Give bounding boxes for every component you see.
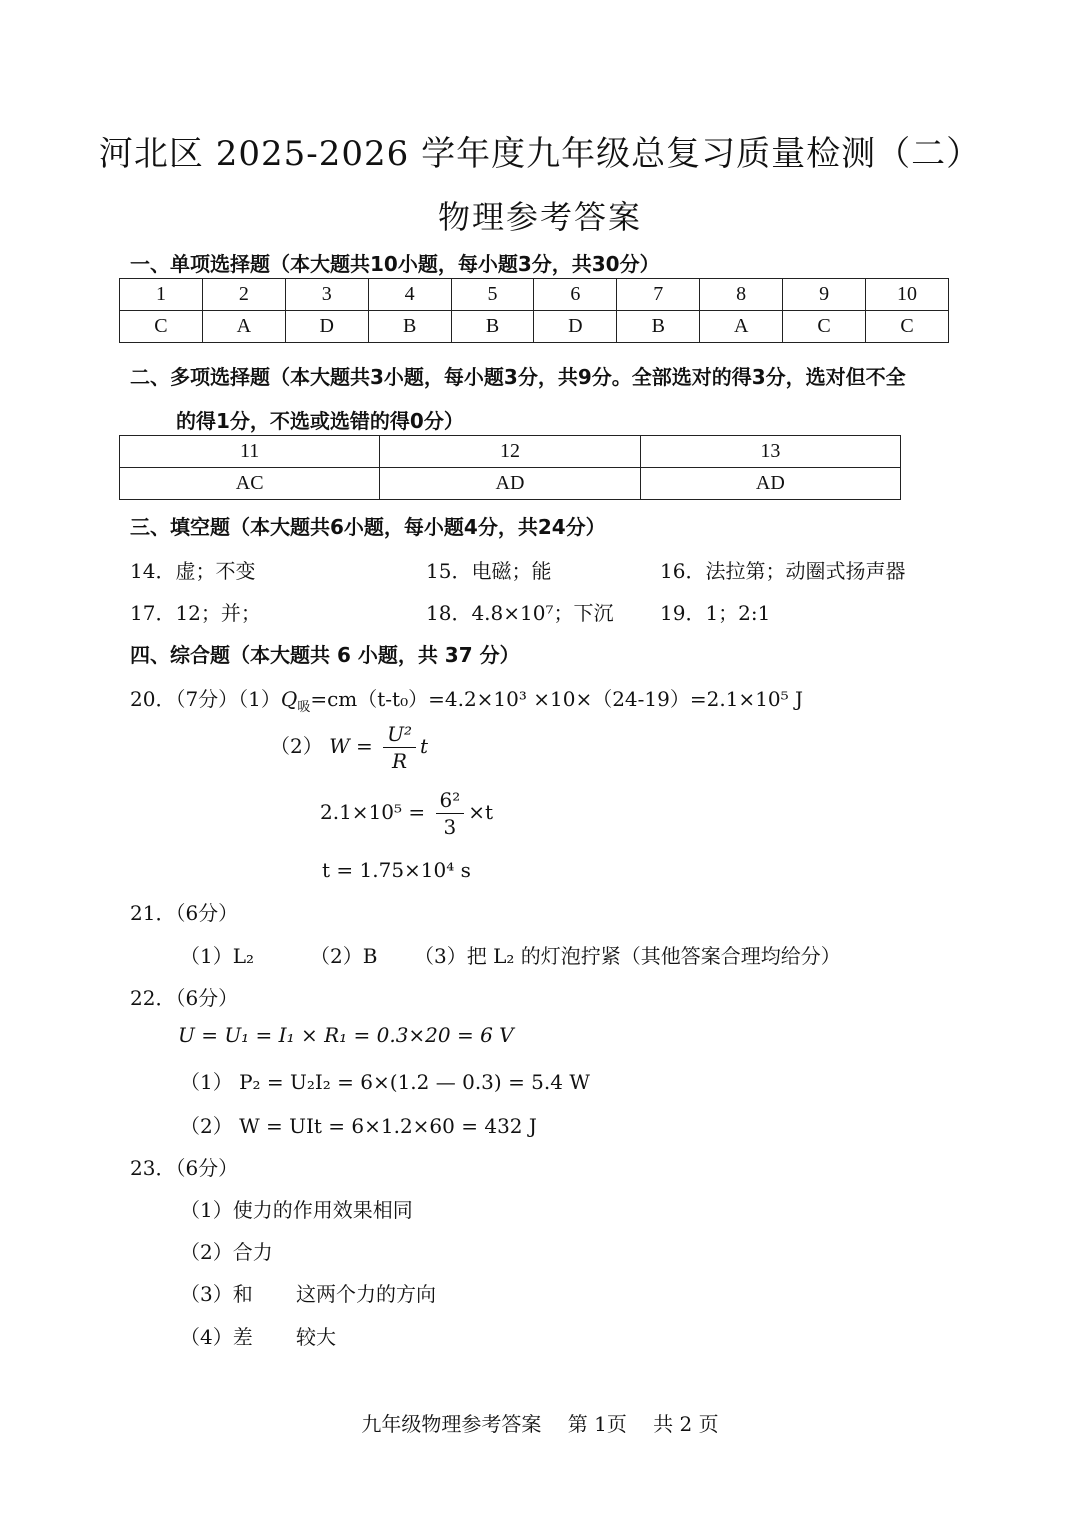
- time-symbol: t: [420, 734, 429, 758]
- fraction-numerator: 6²: [436, 788, 465, 814]
- answer-cell: A: [700, 311, 783, 343]
- q21-answer-1: （1）L₂: [180, 944, 255, 968]
- q23-answer-4a: （4）差: [180, 1325, 253, 1349]
- answer-cell: A: [202, 311, 285, 343]
- q20-heat-formula: =cm（t-t₀）=4.2×10³ ×10×（24-19）=2.1×10⁵ J: [310, 687, 804, 711]
- table-row: [120, 468, 901, 500]
- fill-answer-16: 16．法拉第；动圈式扬声器: [660, 559, 906, 583]
- power-fraction: [383, 722, 416, 773]
- answer-cell: D: [534, 311, 617, 343]
- q21-label: 21．（6分）: [130, 901, 239, 925]
- q22-label: 22．（6分）: [130, 986, 239, 1010]
- question-number: 6: [534, 279, 617, 311]
- answer-cell: D: [285, 311, 368, 343]
- question-number: 5: [451, 279, 534, 311]
- question-number: 13: [640, 436, 900, 468]
- page-subtitle: 物理参考答案: [437, 198, 642, 236]
- q20-label: 20．（7分）（1）: [130, 687, 281, 711]
- q22-work-line: （2） W = UIt = 6×1.2×60 = 432 J: [180, 1114, 537, 1138]
- question-number: 1: [120, 279, 203, 311]
- q20-line3: [320, 788, 493, 839]
- q23-answer-4b: 较大: [296, 1325, 336, 1349]
- question-number: 9: [783, 279, 866, 311]
- question-number: 8: [700, 279, 783, 311]
- question-number: 4: [368, 279, 451, 311]
- answer-cell: AC: [120, 468, 380, 500]
- q22-power-line: （1） P₂ = U₂I₂ = 6×(1.2 — 0.3) = 5.4 W: [180, 1070, 590, 1094]
- q20-part2-label: （2）: [270, 734, 323, 758]
- substitution-fraction: [436, 788, 465, 839]
- question-number: 2: [202, 279, 285, 311]
- answer-cell: B: [617, 311, 700, 343]
- q21-answer-3: （3）把 L₂ 的灯泡拧紧（其他答案合理均给分）: [414, 944, 841, 968]
- q20-line2: [270, 722, 428, 773]
- table-row: [120, 436, 901, 468]
- fill-answer-17: 17．12；并；: [130, 601, 261, 625]
- q20-line1: [130, 683, 803, 715]
- fill-answer-15: 15．电磁；能: [426, 559, 552, 583]
- question-number: 10: [866, 279, 949, 311]
- q23-answer-3a: （3）和: [180, 1282, 253, 1306]
- question-number: 11: [120, 436, 380, 468]
- answer-cell: C: [783, 311, 866, 343]
- table-row: [120, 311, 949, 343]
- q-symbol: Q: [280, 687, 298, 711]
- answer-cell: AD: [640, 468, 900, 500]
- section4-heading: 四、综合题（本大题共 6 小题，共 37 分）: [130, 643, 520, 667]
- fill-answer-18: 18．4.8×10⁷；下沉: [426, 601, 614, 625]
- times-t: ×t: [468, 800, 494, 824]
- answer-cell: C: [866, 311, 949, 343]
- page-footer: 九年级物理参考答案 第 1页 共 2 页: [361, 1412, 719, 1436]
- q20-result: t = 1.75×10⁴ s: [322, 858, 471, 882]
- section2-heading-line2: 的得1分，不选或选错的得0分）: [176, 409, 464, 433]
- answer-cell: AD: [380, 468, 640, 500]
- q23-answer-1: （1）使力的作用效果相同: [180, 1198, 413, 1222]
- answer-cell: B: [368, 311, 451, 343]
- fill-answer-19: 19．1；2:1: [660, 601, 771, 625]
- section2-heading-line1: 二、多项选择题（本大题共3小题，每小题3分，共9分。全部选对的得3分，选对但不全: [130, 365, 906, 389]
- fraction-denominator: R: [392, 749, 408, 773]
- fraction-numerator: U²: [383, 722, 416, 748]
- fraction-denominator: 3: [443, 815, 457, 839]
- question-number: 12: [380, 436, 640, 468]
- question-number: 7: [617, 279, 700, 311]
- page-title: 河北区 2025-2026 学年度九年级总复习质量检测（二）: [98, 134, 982, 174]
- section1-heading: 一、单项选择题（本大题共10小题，每小题3分，共30分）: [130, 252, 660, 276]
- q-subscript: 吸: [297, 700, 311, 715]
- single-choice-table: [119, 278, 949, 343]
- q23-answer-3b: 这两个力的方向: [296, 1282, 436, 1306]
- section3-heading: 三、填空题（本大题共6小题，每小题4分，共24分）: [130, 515, 606, 539]
- q22-voltage-line: U = U₁ = I₁ × R₁ = 0.3×20 = 6 V: [178, 1023, 514, 1047]
- q21-answer-2: （2）B: [310, 944, 378, 968]
- question-number: 3: [285, 279, 368, 311]
- w-equals: W =: [329, 734, 373, 758]
- fill-answer-14: 14．虚；不变: [130, 559, 256, 583]
- answer-cell: C: [120, 311, 203, 343]
- answer-cell: B: [451, 311, 534, 343]
- multi-choice-table: [119, 435, 901, 500]
- energy-value: 2.1×10⁵ =: [320, 800, 426, 824]
- q23-answer-2: （2）合力: [180, 1240, 273, 1264]
- table-row: [120, 279, 949, 311]
- q23-label: 23．（6分）: [130, 1156, 239, 1180]
